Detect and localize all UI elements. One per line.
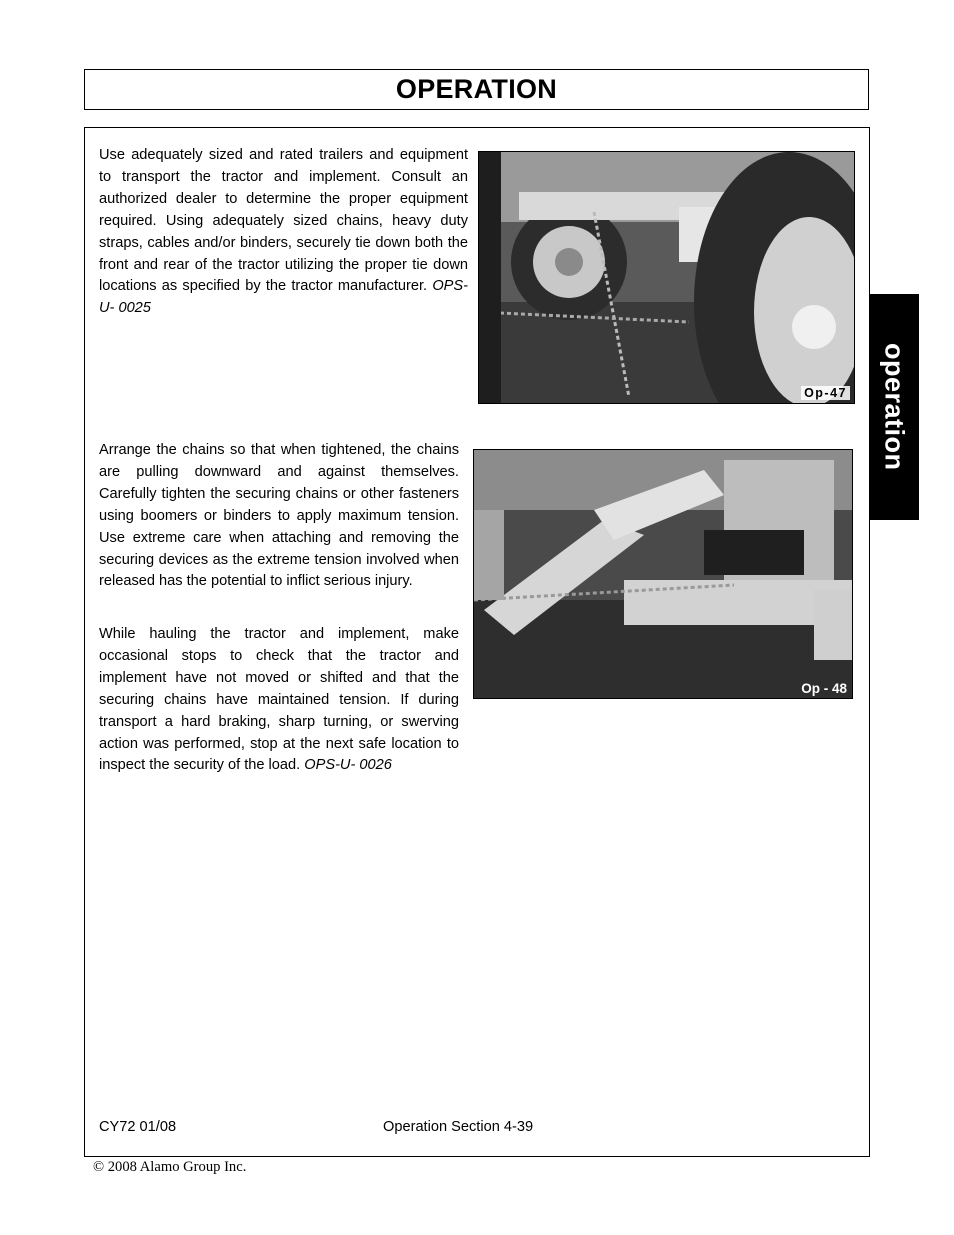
photo-tractor-tire-chain [479,152,855,404]
photo-drawbar-chain [474,450,853,699]
reference-code: OPS-U- 0025 [99,278,468,317]
side-tab-label: operation [879,343,910,471]
paragraph-text: While hauling the tractor and implement, make occasional stops to check that the tractor and implement have not moved or shifted and that the securing chains have maintained tension. If during transport a hard braking, sharp turning, or swerving action was performed, stop at the next safe location to inspect the security of the load. [99,626,459,774]
paragraph-text: Arrange the chains so that when tightened, the chains are pulling downward and against themselves. Carefully tighten the securing chains or other fasteners using boomers or binders to apply maximum tension. Use extreme care when attaching and removing the securing devices as the extreme tension involved when released has the potential to inflict serious injury. [99,442,459,590]
paragraph-trailer-equipment [99,145,468,320]
figure-op-47 [478,151,855,404]
footer-section: Operation Section 4-39 [383,1119,534,1135]
page-header [84,69,869,110]
reference-code: OPS-U- 0026 [304,757,392,774]
paragraph-hauling-checks [99,624,459,777]
figure-op-48 [473,449,853,699]
paragraph-arrange-chains [99,440,459,593]
page-title: OPERATION [395,74,558,104]
section-side-tab [869,294,919,520]
paragraph-text: Use adequately sized and rated trailers and equipment to transport the tractor and implement. Consult an authorized dealer to determine the proper equipment required. Using adequately sized chains, heavy duty straps, cables and/or binders, securely tie down both the front and rear of the tractor utilizing the proper tie down locations as specified by the tractor manufacturer. [99,147,468,295]
figure-label: Op - 48 [801,681,847,696]
footer-model: CY72 01/08 [99,1119,177,1135]
copyright: © 2008 Alamo Group Inc. [93,1159,247,1175]
figure-label: Op-47 [801,386,850,400]
